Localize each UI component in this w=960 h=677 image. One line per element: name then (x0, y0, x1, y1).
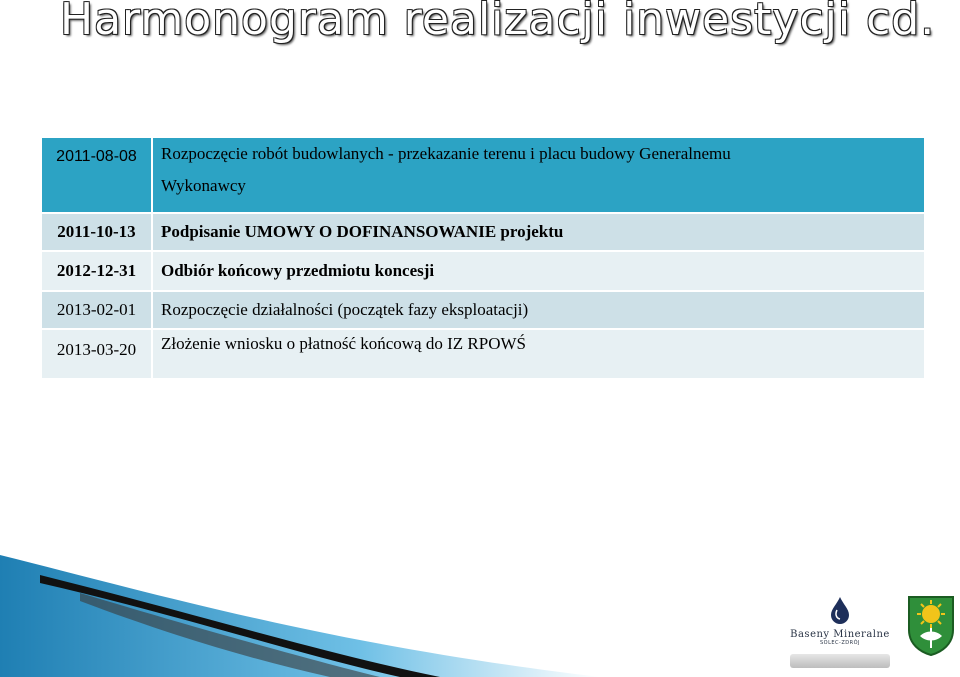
description-line: Wykonawcy (161, 176, 246, 195)
basen-name: Baseny Mineralne (790, 629, 890, 640)
schedule-table (40, 136, 926, 380)
date-cell: 2012-12-31 (41, 251, 152, 291)
slide-title: Harmonogram realizacji inwestycji cd. (60, 0, 936, 45)
table-row (41, 213, 925, 251)
description-cell: Podpisanie UMOWY O DOFINANSOWANIE projektu (152, 213, 925, 251)
table-row (41, 137, 925, 213)
description-cell: Rozpoczęcie działalności (początek fazy eksploatacji) (152, 291, 925, 329)
crest-icon (906, 594, 956, 656)
table-row (41, 251, 925, 291)
description-cell: Złożenie wniosku o płatność końcową do IZ RPOWŚ (152, 329, 925, 379)
description-cell (152, 137, 925, 213)
basen-logo (788, 596, 892, 668)
drop-icon (829, 596, 851, 624)
date-cell: 2013-02-01 (41, 291, 152, 329)
logo-bar (790, 654, 890, 668)
table-row (41, 291, 925, 329)
description-line: Rozpoczęcie robót budowlanych - przekazanie terenu i placu budowy Generalnemu (161, 144, 731, 163)
basen-sub: SOLEC-ZDRÓJ (819, 640, 860, 646)
date-cell: 2013-03-20 (41, 329, 152, 379)
description-cell: Odbiór końcowy przedmiotu koncesji (152, 251, 925, 291)
footer-swoosh (0, 555, 600, 677)
table-row (41, 329, 925, 379)
date-cell: 2011-10-13 (41, 213, 152, 251)
date-cell: 2011-08-08 (41, 137, 152, 213)
